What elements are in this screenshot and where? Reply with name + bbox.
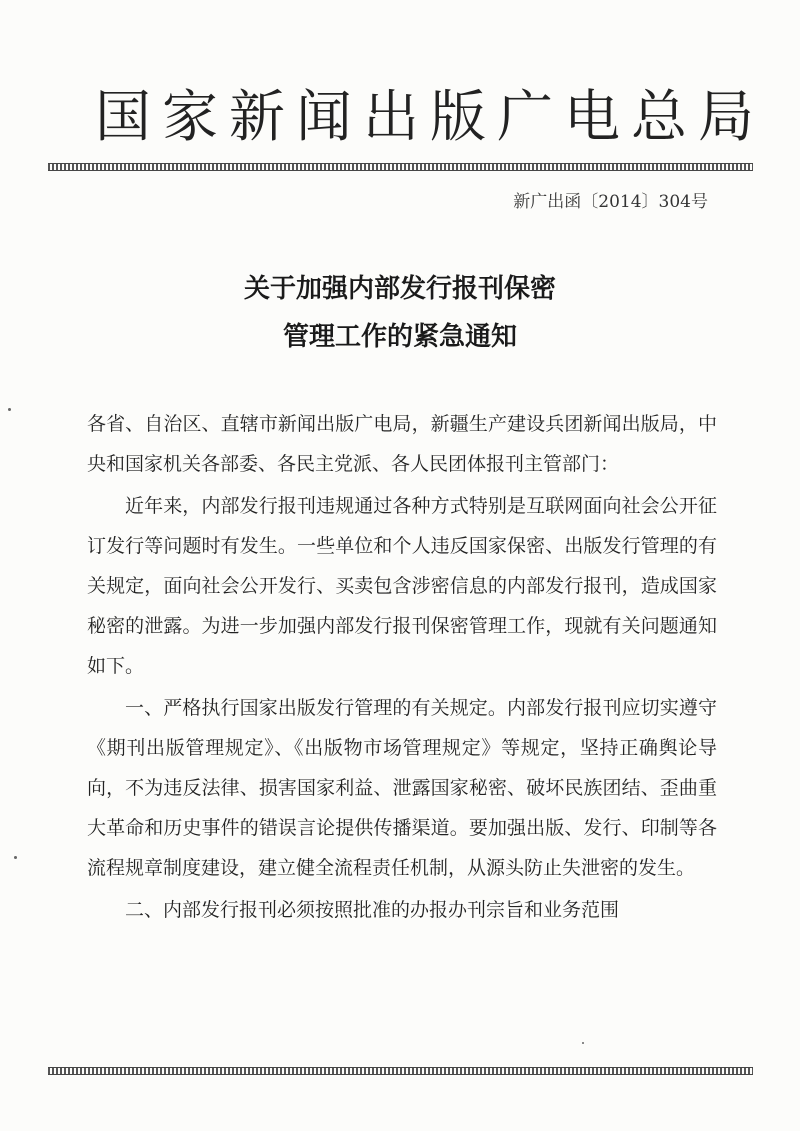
recipients-paragraph: 各省、自治区、直辖市新闻出版广电局，新疆生产建设兵团新闻出版局，中央和国家机关各部委、各民主党派、各人民团体报刊主管部门：	[87, 413, 717, 475]
document-title	[0, 265, 800, 361]
document-body	[87, 404, 717, 930]
body-paragraph-1: 近年来，内部发行报刊违规通过各种方式特别是互联网面向社会公开征订发行等问题时有发生。一些单位和个人违反国家保密、出版发行管理的有关规定，面向社会公开发行、买卖包含涉密信息的内部发行报刊，造成国家秘密的泄露。为进一步加强内部发行报刊保密管理工作，现就有关问题通知如下。	[87, 495, 717, 677]
document-title-line-1: 关于加强内部发行报刊保密	[243, 274, 556, 304]
page-divider-bottom	[48, 1067, 753, 1075]
letterhead-divider-top	[48, 163, 753, 171]
scan-speck	[582, 1042, 584, 1044]
agency-letterhead: 国家新闻出版广电总局	[95, 85, 765, 150]
document-title-line-2: 管理工作的紧急通知	[282, 322, 517, 352]
document-number: 新广出函〔2014〕304号	[513, 192, 708, 212]
body-paragraph-2: 一、严格执行国家出版发行管理的有关规定。内部发行报刊应切实遵守《期刊出版管理规定》、《出版物市场管理规定》等规定，坚持正确舆论导向，不为违反法律、损害国家利益、泄露国家秘密、破坏民族团结、歪曲重大革命和历史事件的错误言论提供传播渠道。要加强出版、发行、印制等各流程规章制度建设，建立健全流程责任机制，从源头防止失泄密的发生。	[87, 697, 717, 879]
body-paragraph-3: 二、内部发行报刊必须按照批准的办报办刊宗旨和业务范围	[125, 899, 620, 921]
scan-speck	[8, 408, 11, 411]
scan-speck	[14, 856, 17, 859]
